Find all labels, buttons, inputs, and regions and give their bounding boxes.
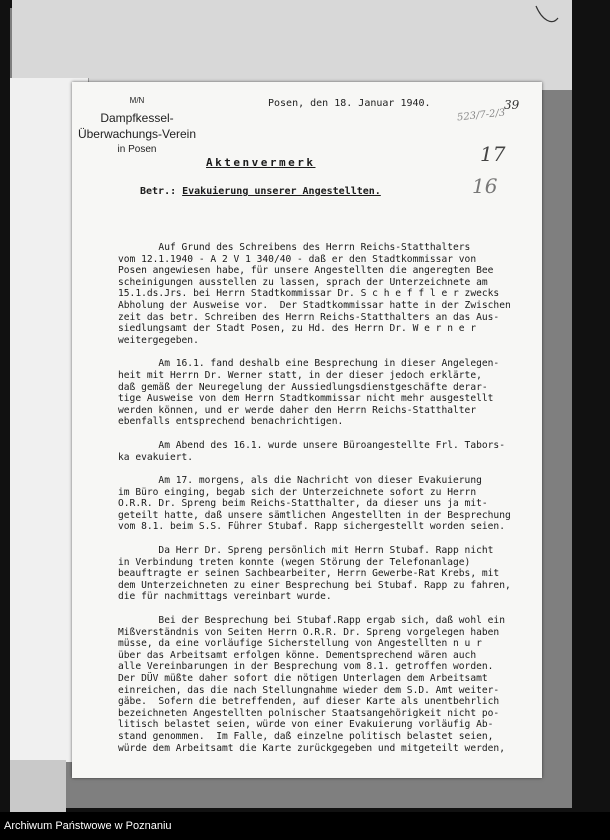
- paragraph-line: Am 17. morgens, als die Nachricht von dieser Evakuierung: [118, 475, 482, 487]
- paragraph-line: bezeichneten Angestellten polnischer Staatsangehörigkeit nicht po-: [118, 707, 500, 719]
- letterhead-line-1: Dampfkessel-: [100, 111, 174, 125]
- paragraph-line: geteilt hatte, daß unsere sämtlichen Angestellten in der Besprechung: [118, 509, 511, 521]
- paragraph: [118, 475, 528, 533]
- paragraph-line: vom 8.1. beim S.S. Führer Stubaf. Rapp sichergestellt worden seien.: [118, 521, 505, 533]
- paragraph-line: Auf Grund des Schreibens des Herrn Reichs-Statthalters: [118, 242, 471, 253]
- paragraph-line: tige Ausweise von dem Herrn Stadtkommissar nicht mehr ausgestellt: [118, 393, 494, 405]
- paragraph-line: O.R.R. Dr. Spreng beim Reichs-Statthalter, da dieser uns ja mit-: [118, 498, 488, 510]
- paragraph-line: werden können, und er werde daher den Herrn Reichs-Statthalter: [118, 404, 477, 416]
- letterhead-line-3: in Posen: [117, 144, 157, 155]
- paragraph: [118, 440, 528, 463]
- paragraph-line: scheinigungen ausstellen zu lassen, sprach der Unterzeichnete am: [118, 276, 488, 288]
- paragraph-line: im Büro einging, begab sich der Unterzeichnete sofort zu Herrn: [118, 486, 477, 498]
- paragraph-line: Da Herr Dr. Spreng persönlich mit Herrn Stubaf. Rapp nicht: [118, 545, 494, 557]
- document-body: [118, 242, 528, 766]
- paragraph-line: stand genommen. Im Falle, daß einzelne politisch belastet seien,: [118, 730, 494, 742]
- underlying-sheet-top: [12, 0, 572, 90]
- paragraph-line: Bei der Besprechung bei Stubaf.Rapp ergab sich, daß wohl ein: [118, 615, 505, 627]
- paragraph-line: Am Abend des 16.1. wurde unsere Büroangestellte Frl. Tabors-: [118, 439, 505, 451]
- document-heading: Aktenvermerk: [206, 156, 316, 169]
- paragraph: [118, 615, 528, 754]
- paragraph-line: daß gemäß der Neuregelung der Aussiedlungsdienstgeschäfte derar-: [118, 381, 488, 393]
- paragraph-line: alle Vereinbarungen in der Besprechung vom 8.1. getroffen worden.: [118, 661, 494, 673]
- paragraph-line: Mißverständnis von Seiten Herrn O.R.R. Dr. Spreng vorgelegen haben: [118, 626, 500, 638]
- paragraph-line: Am 16.1. fand deshalb eine Besprechung in dieser Angelegen-: [118, 358, 500, 370]
- letterhead-mark: M/N: [129, 96, 145, 105]
- handwritten-page-number-top: 39: [504, 98, 520, 112]
- left-page-edge-lower: [10, 760, 66, 812]
- paragraph-line: ka evakuiert.: [118, 451, 194, 463]
- handwritten-reference: 523/7-2/3: [456, 107, 506, 124]
- paragraph-line: vom 12.1.1940 - A 2 V 1 340/40 - daß er den Stadtkommissar von: [118, 253, 477, 265]
- handwritten-page-number-mid: 17: [480, 142, 506, 166]
- paragraph-line: in Verbindung treten konnte (wegen Störung der Telefonanlage): [118, 556, 471, 568]
- paragraph-line: die für nachmittags vereinbart wurde.: [118, 591, 332, 603]
- paragraph-line: Posen angewiesen habe, für unsere Angestellten die angeregten Bee: [118, 265, 494, 277]
- paragraph-line: 15.1.ds.Jrs. bei Herrn Stadtkommissar Dr. S c h e f f l e r zwecks: [118, 288, 500, 300]
- subject-line: [140, 186, 381, 197]
- paragraph-line: Der DÜV müßte daher sofort die nötigen Unterlagen dem Arbeitsamt: [118, 673, 488, 684]
- letterhead: [72, 96, 202, 158]
- paragraph-line: über das Arbeitsamt erfolgen könne. Dementsprechend wären auch: [118, 649, 477, 661]
- paragraph: [118, 358, 528, 428]
- paragraph-line: müsse, da eine vorläufige Sicherstellung von Angestellten n u r: [118, 638, 482, 650]
- paragraph-line: weitergegeben.: [118, 334, 199, 346]
- paragraph-line: siedlungsamt der Stadt Posen, zu Hd. des Herrn Dr. W e r n e r: [118, 323, 477, 335]
- paragraph-line: gäbe. Sofern die betreffenden, auf dieser Karte als unentbehrlich: [118, 696, 500, 708]
- paragraph-line: heit mit Herrn Dr. Werner statt, in der dieser jedoch erklärte,: [118, 369, 482, 381]
- archive-footer-text: Archiwum Państwowe w Poznaniu: [4, 820, 172, 832]
- paragraph-line: würde dem Arbeitsamt die Karte zurückgegeben und mitgeteilt werden,: [118, 742, 505, 754]
- document-date: Posen, den 18. Januar 1940.: [268, 98, 431, 109]
- letterhead-line-2: Überwachungs-Verein: [77, 127, 197, 141]
- document-page: [72, 82, 542, 778]
- paragraph-line: beauftragte er seinen Sachbearbeiter, Herrn Gewerbe-Rat Krebs, mit: [118, 568, 500, 580]
- paragraph-line: einreichen, das die nach Stellungnahme wieder dem S.D. Amt weiter-: [118, 684, 500, 696]
- handwritten-page-number-low: 16: [472, 174, 498, 198]
- paragraph-line: Abholung der Ausweise vor. Der Stadtkommissar hatte in der Zwischen: [118, 299, 511, 311]
- subject-label: Betr.:: [140, 186, 177, 197]
- paragraph-line: litisch belastet seien, würde von einer Evakuierung vorläufig Ab-: [118, 719, 494, 731]
- paragraph-line: ebenfalls entsprechend benachrichtigen.: [118, 416, 344, 428]
- paragraph: [118, 242, 528, 346]
- subject-text: Evakuierung unserer Angestellten.: [182, 186, 381, 197]
- corner-mark-icon: [528, 0, 568, 40]
- paragraph-line: zeit das betr. Schreiben des Herrn Reichs-Statthalters an das Aus-: [118, 311, 500, 323]
- paragraph: [118, 545, 528, 603]
- paragraph-line: dem Unterzeichneten zu einer Besprechung bei Stubaf. Rapp zu fahren,: [118, 579, 511, 591]
